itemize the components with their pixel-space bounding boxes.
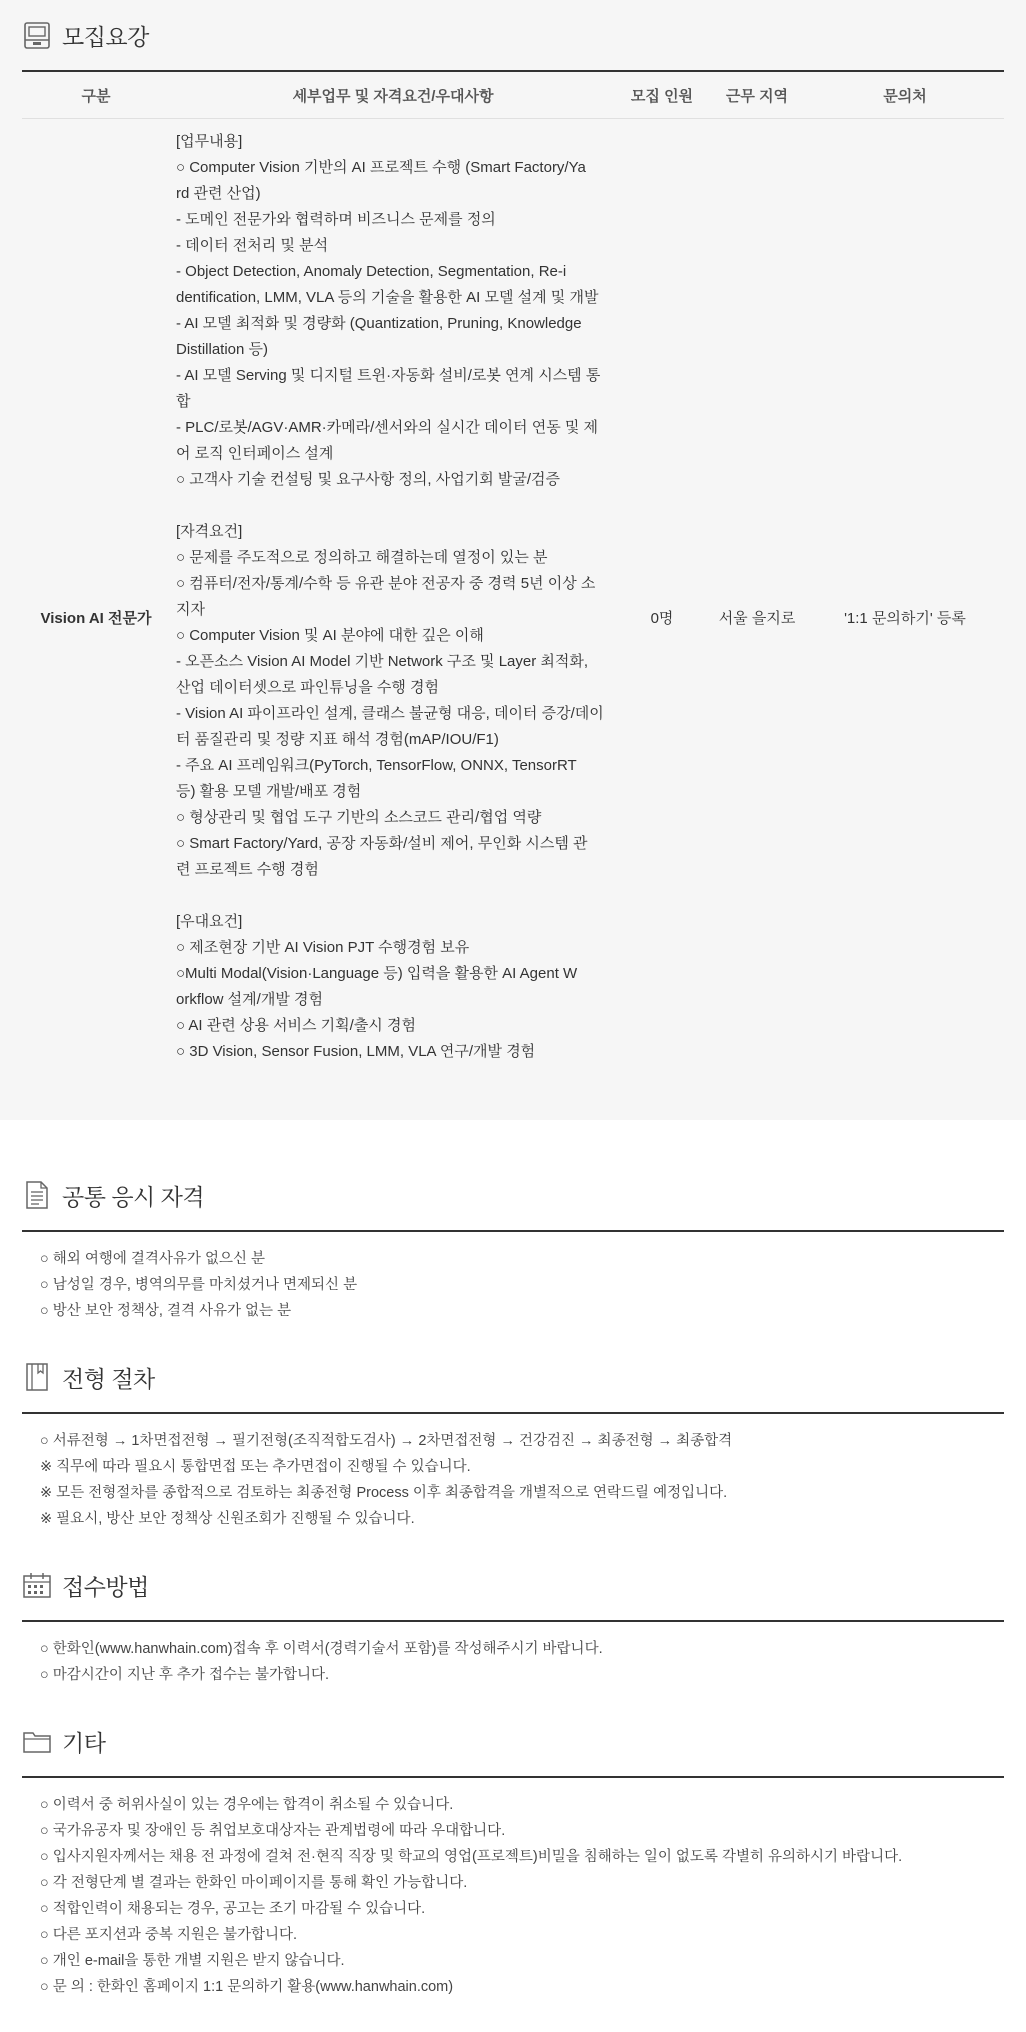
section-list [22, 1622, 1004, 1698]
document-list-icon [22, 1180, 52, 1210]
detail-line: 지자 [176, 601, 205, 618]
detail-line: 터 품질관리 및 정량 지표 해석 경험(mAP/IOU/F1) [176, 731, 499, 748]
list-item: ○ 방산 보안 정책상, 결격 사유가 없는 분 [40, 1303, 292, 1319]
header-contact: 문의처 [806, 72, 1004, 119]
detail-line: - Object Detection, Anomaly Detection, Segmentation, Re-i [176, 263, 567, 280]
detail-line: 어 로직 인터페이스 설계 [176, 445, 334, 462]
section-list [22, 1778, 1004, 2010]
detail-line: ○ Smart Factory/Yard, 공장 자동화/설비 제어, 무인화 시스템 관 [176, 835, 588, 852]
location-cell: 서울 을지로 [718, 609, 796, 627]
section-header [22, 1174, 1004, 1216]
list-item: ○ 마감시간이 지난 후 추가 접수는 불가합니다. [40, 1667, 330, 1683]
detail-line: 산업 데이터셋으로 파인튜닝을 수행 경험 [176, 679, 440, 696]
detail-line: ○ 컴퓨터/전자/통계/수학 등 유관 분야 전공자 중 경력 5년 이상 소 [176, 575, 596, 592]
detail-line: rd 관련 산업) [176, 185, 261, 202]
detail-line: ○ 제조현장 기반 AI Vision PJT 수행경험 보유 [176, 939, 470, 956]
headcount-cell: 0명 [650, 609, 674, 627]
section-title: 접수방법 [62, 1573, 149, 1600]
job-detail [170, 119, 616, 1116]
info-section [22, 1356, 1004, 1542]
detail-line: - 주요 AI 프레임워크(PyTorch, TensorFlow, ONNX, TensorRT [176, 757, 577, 774]
job-detail-text [176, 129, 610, 1065]
list-item: ○ 한화인(www.hanwhain.com)접속 후 이력서(경력기술서 포함)를 작성해주시기 바랍니다. [40, 1641, 603, 1657]
section-title: 공통 응시 자격 [62, 1183, 205, 1210]
calendar-icon [22, 1570, 52, 1600]
detail-line: 등) 활용 모델 개발/배포 경험 [176, 783, 362, 800]
book-icon [22, 1362, 52, 1392]
table-row [22, 119, 1004, 1116]
list-item: ○ 서류전형 → 1차면접전형 → 필기전형(조직적합도검사) → 2차면접전형 → 건강검진 → 최종전형 → 최종합격 [40, 1433, 733, 1449]
contact-cell: '1:1 문의하기' 등록 [844, 609, 966, 627]
list-item: ○ 개인 e-mail을 통한 개별 지원은 받지 않습니다. [40, 1953, 345, 1969]
section-list [22, 1232, 1004, 1334]
recruit-table [22, 72, 1004, 1115]
detail-line: - Vision AI 파이프라인 설계, 클래스 불균형 대응, 데이터 증강/데이 [176, 705, 604, 722]
detail-line: 합 [176, 393, 191, 410]
detail-line: - 오픈소스 Vision AI Model 기반 Network 구조 및 Layer 최적화, [176, 653, 589, 670]
job-category: Vision AI 전문가 [40, 609, 152, 627]
section-header [22, 1564, 1004, 1606]
header-category: 구분 [22, 72, 170, 119]
recruit-title: 모집요강 [62, 23, 149, 50]
block-spacer [176, 493, 610, 519]
header-headcount: 모집 인원 [616, 72, 708, 119]
info-section [22, 1174, 1004, 1334]
sections-container [22, 1174, 1004, 2010]
detail-line: ○ 고객사 기술 컨설팅 및 요구사항 정의, 사업기회 발굴/검증 [176, 471, 561, 488]
detail-line: ○ 3D Vision, Sensor Fusion, LMM, VLA 연구/개발 경험 [176, 1043, 536, 1060]
detail-line: ○ Computer Vision 기반의 AI 프로젝트 수행 (Smart Factory/Ya [176, 159, 586, 176]
folder-icon [22, 1726, 52, 1756]
detail-line: - 데이터 전처리 및 분석 [176, 237, 329, 254]
detail-line: 련 프로젝트 수행 경험 [176, 861, 319, 878]
detail-line: orkflow 설계/개발 경험 [176, 991, 323, 1008]
detail-line: - AI 모델 최적화 및 경량화 (Quantization, Pruning, Knowledge [176, 315, 582, 332]
info-sections [0, 1174, 1026, 2010]
list-item: ○ 남성일 경우, 병역의무를 마치셨거나 면제되신 분 [40, 1277, 358, 1293]
detail-line: ○ AI 관련 상용 서비스 기획/출시 경험 [176, 1017, 416, 1034]
section-title: 전형 절차 [62, 1365, 155, 1392]
list-item: ※ 필요시, 방산 보안 정책상 신원조회가 진행될 수 있습니다. [40, 1511, 415, 1527]
list-item: ○ 입사지원자께서는 채용 전 과정에 걸쳐 전·현직 직장 및 학교의 영업(프로젝트)비밀을 침해하는 일이 없도록 각별히 유의하시기 바랍니다. [40, 1849, 903, 1865]
list-item: ○ 다른 포지션과 중복 지원은 불가합니다. [40, 1927, 298, 1943]
detail-line: ○Multi Modal(Vision·Language 등) 입력을 활용한 AI Agent W [176, 965, 578, 982]
header-location: 근무 지역 [708, 72, 806, 119]
inbox-icon [22, 20, 52, 50]
section-header [22, 1720, 1004, 1762]
info-section [22, 1564, 1004, 1698]
section-header [22, 1356, 1004, 1398]
list-item: ○ 해외 여행에 결격사유가 없으신 분 [40, 1251, 265, 1267]
recruit-section-header [22, 14, 1004, 56]
list-item: ※ 모든 전형절차를 종합적으로 검토하는 최종전형 Process 이후 최종합격을 개별적으로 연락드릴 예정입니다. [40, 1485, 728, 1501]
detail-line: ○ 문제를 주도적으로 정의하고 해결하는데 열정이 있는 분 [176, 549, 548, 566]
detail-line: [업무내용] [176, 133, 243, 150]
block-spacer [176, 883, 610, 909]
list-item: ○ 이력서 중 허위사실이 있는 경우에는 합격이 취소될 수 있습니다. [40, 1797, 454, 1813]
detail-line: - AI 모델 Serving 및 디지털 트윈·자동화 설비/로봇 연계 시스템 통 [176, 367, 601, 384]
detail-line: ○ 형상관리 및 협업 도구 기반의 소스코드 관리/협업 역량 [176, 809, 542, 826]
detail-line: [자격요건] [176, 523, 243, 540]
header-detail: 세부업무 및 자격요건/우대사항 [170, 72, 616, 119]
table-header-row [22, 72, 1004, 119]
detail-line: - PLC/로봇/AGV·AMR·카메라/센서와의 실시간 데이터 연동 및 제 [176, 419, 598, 436]
detail-line: dentification, LMM, VLA 등의 기술을 활용한 AI 모델 설계 및 개발 [176, 289, 599, 306]
detail-line: [우대요건] [176, 913, 243, 930]
list-item: ○ 각 전형단계 별 결과는 한화인 마이페이지를 통해 확인 가능합니다. [40, 1875, 468, 1891]
detail-line: Distillation 등) [176, 341, 269, 358]
info-section [22, 1720, 1004, 2010]
section-list [22, 1414, 1004, 1542]
list-item: ○ 국가유공자 및 장애인 등 취업보호대상자는 관계법령에 따라 우대합니다. [40, 1823, 506, 1839]
detail-line: - 도메인 전문가와 협력하며 비즈니스 문제를 정의 [176, 211, 496, 228]
list-item: ○ 적합인력이 채용되는 경우, 공고는 조기 마감될 수 있습니다. [40, 1901, 426, 1917]
detail-line: ○ Computer Vision 및 AI 분야에 대한 깊은 이해 [176, 627, 484, 644]
list-item: ※ 직무에 따라 필요시 통합면접 또는 추가면접이 진행될 수 있습니다. [40, 1459, 471, 1475]
list-item: ○ 문 의 : 한화인 홈페이지 1:1 문의하기 활용(www.hanwhain.com) [40, 1979, 454, 1995]
section-title: 기타 [62, 1729, 106, 1756]
